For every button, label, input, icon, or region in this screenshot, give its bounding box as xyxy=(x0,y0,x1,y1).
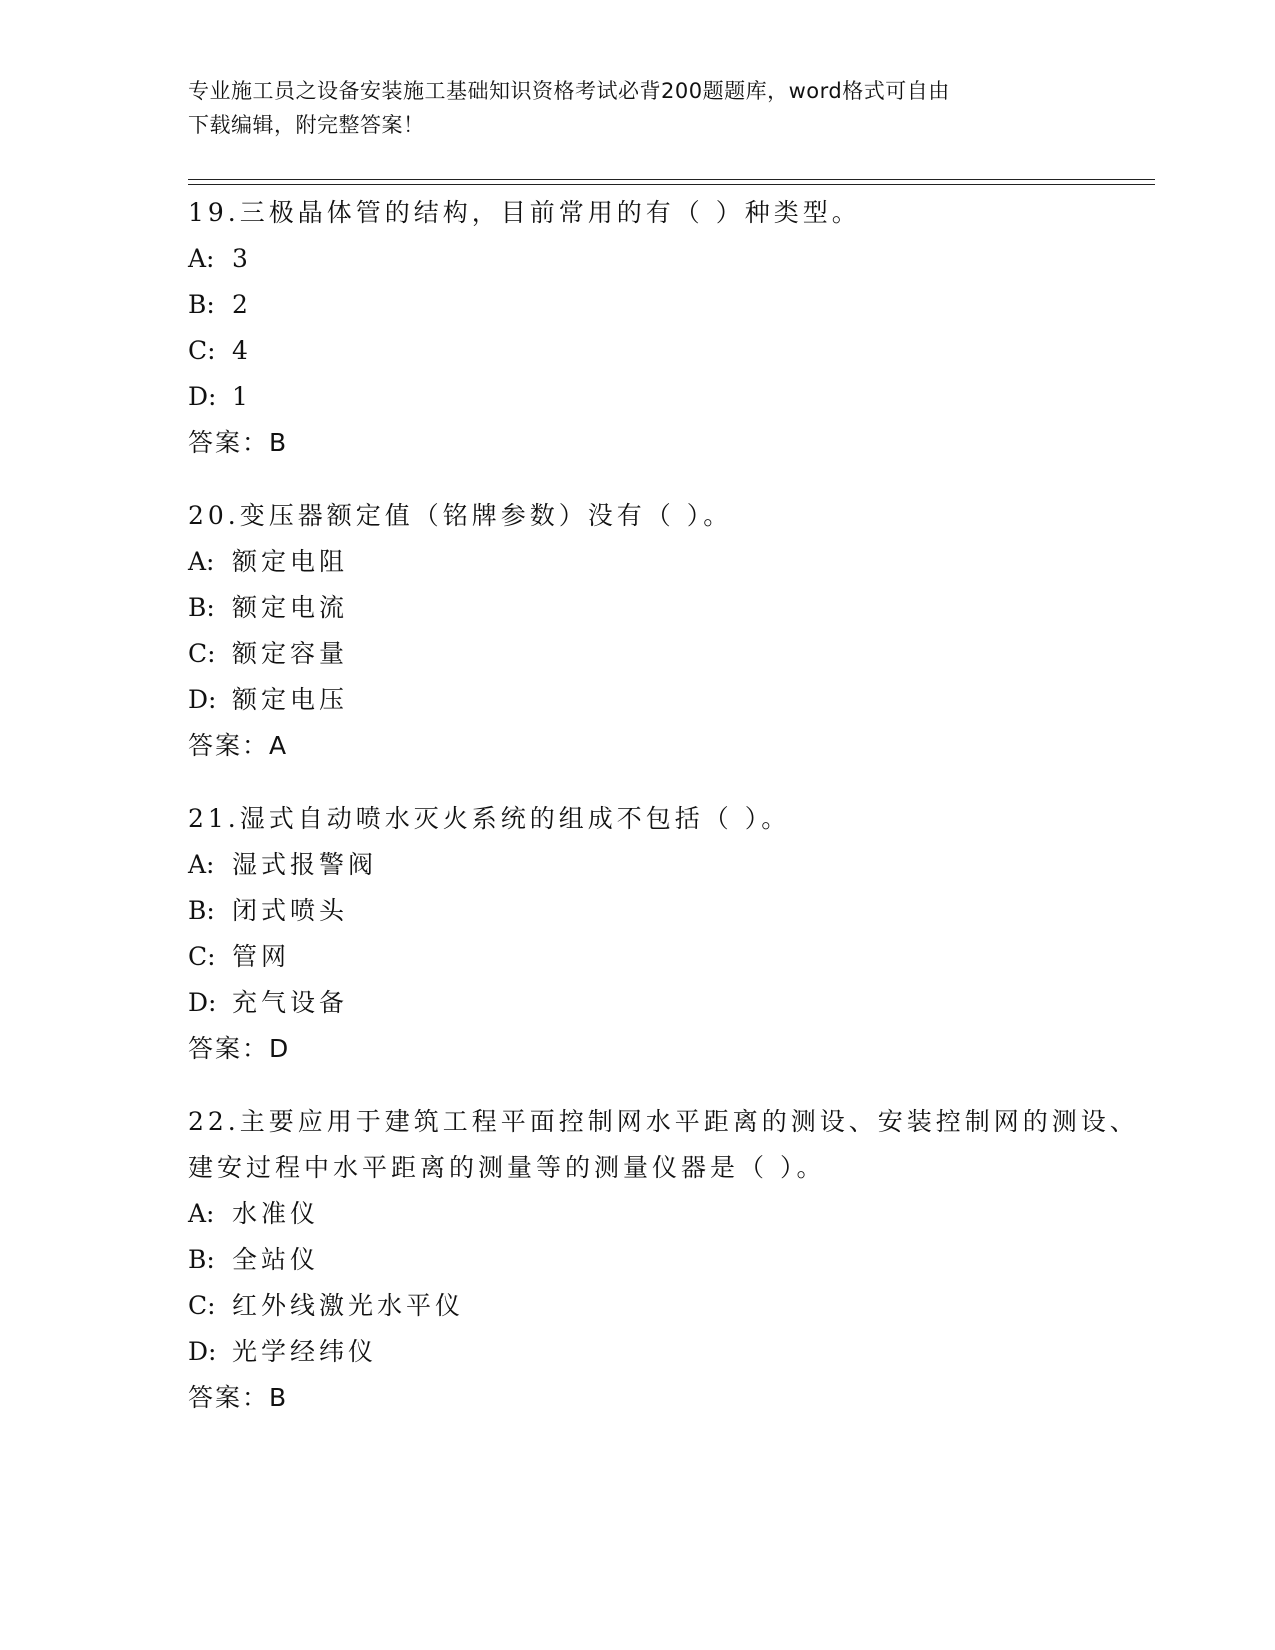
answer-line: 答案：B xyxy=(188,428,289,457)
question-22 xyxy=(188,1099,1148,1421)
option-letter: D: xyxy=(188,988,217,1017)
option-letter: B: xyxy=(188,1245,215,1274)
option-d xyxy=(188,374,1148,420)
option-text: 3 xyxy=(232,244,252,273)
question-list xyxy=(188,190,1148,1448)
option-letter: C: xyxy=(188,336,216,365)
option-letter: C: xyxy=(188,1291,216,1320)
answer-line: 答案：B xyxy=(188,1383,289,1412)
option-b xyxy=(188,282,1148,328)
option-text: 4 xyxy=(232,336,252,365)
option-text: 管网 xyxy=(232,942,291,971)
header-divider-bottom xyxy=(188,184,1155,185)
question-text: 22.主要应用于建筑工程平面控制网水平距离的测设、安装控制网的测设、建安过程中水平距离的测量等的测量仪器是（ ）。 xyxy=(188,1107,1139,1182)
answer-line: 答案：D xyxy=(188,1034,291,1063)
option-b xyxy=(188,585,1148,631)
option-text: 额定电阻 xyxy=(232,547,349,576)
option-letter: B: xyxy=(188,593,215,622)
option-text: 2 xyxy=(232,290,252,319)
option-b xyxy=(188,1237,1148,1283)
option-text: 水准仪 xyxy=(232,1199,320,1228)
option-text: 额定容量 xyxy=(232,639,349,668)
option-letter: D: xyxy=(188,1337,217,1366)
option-letter: C: xyxy=(188,942,216,971)
option-d xyxy=(188,980,1148,1026)
question-19 xyxy=(188,190,1148,466)
option-b xyxy=(188,888,1148,934)
option-letter: B: xyxy=(188,896,215,925)
option-d xyxy=(188,677,1148,723)
header-line-1: 专业施工员之设备安装施工基础知识资格考试必背200题题库，word格式可自由 xyxy=(188,79,950,103)
option-text: 额定电流 xyxy=(232,593,349,622)
option-letter: A: xyxy=(188,850,215,879)
option-text: 额定电压 xyxy=(232,685,349,714)
option-d xyxy=(188,1329,1148,1375)
option-letter: C: xyxy=(188,639,216,668)
option-a xyxy=(188,539,1148,585)
option-c xyxy=(188,631,1148,677)
question-text: 19.三极晶体管的结构，目前常用的有（ ）种类型。 xyxy=(188,198,861,227)
header-line-2: 下载编辑，附完整答案！ xyxy=(188,113,425,137)
option-a xyxy=(188,842,1148,888)
header-divider-top xyxy=(188,179,1155,180)
option-c xyxy=(188,934,1148,980)
option-text: 光学经纬仪 xyxy=(232,1337,378,1366)
option-letter: A: xyxy=(188,244,215,273)
option-text: 充气设备 xyxy=(232,988,349,1017)
option-c xyxy=(188,328,1148,374)
question-text: 21.湿式自动喷水灭火系统的组成不包括（ ）。 xyxy=(188,804,791,833)
question-text: 20.变压器额定值（铭牌参数）没有（ ）。 xyxy=(188,501,733,530)
answer-line: 答案：A xyxy=(188,731,289,760)
document-header xyxy=(188,74,1088,142)
option-letter: A: xyxy=(188,547,215,576)
option-a xyxy=(188,236,1148,282)
option-text: 1 xyxy=(232,382,252,411)
option-text: 红外线激光水平仪 xyxy=(232,1291,465,1320)
option-a xyxy=(188,1191,1148,1237)
option-text: 全站仪 xyxy=(232,1245,320,1274)
question-20 xyxy=(188,493,1148,769)
option-letter: D: xyxy=(188,382,217,411)
question-21 xyxy=(188,796,1148,1072)
option-c xyxy=(188,1283,1148,1329)
option-letter: A: xyxy=(188,1199,215,1228)
option-letter: B: xyxy=(188,290,215,319)
option-text: 闭式喷头 xyxy=(232,896,349,925)
option-text: 湿式报警阀 xyxy=(232,850,378,879)
option-letter: D: xyxy=(188,685,217,714)
